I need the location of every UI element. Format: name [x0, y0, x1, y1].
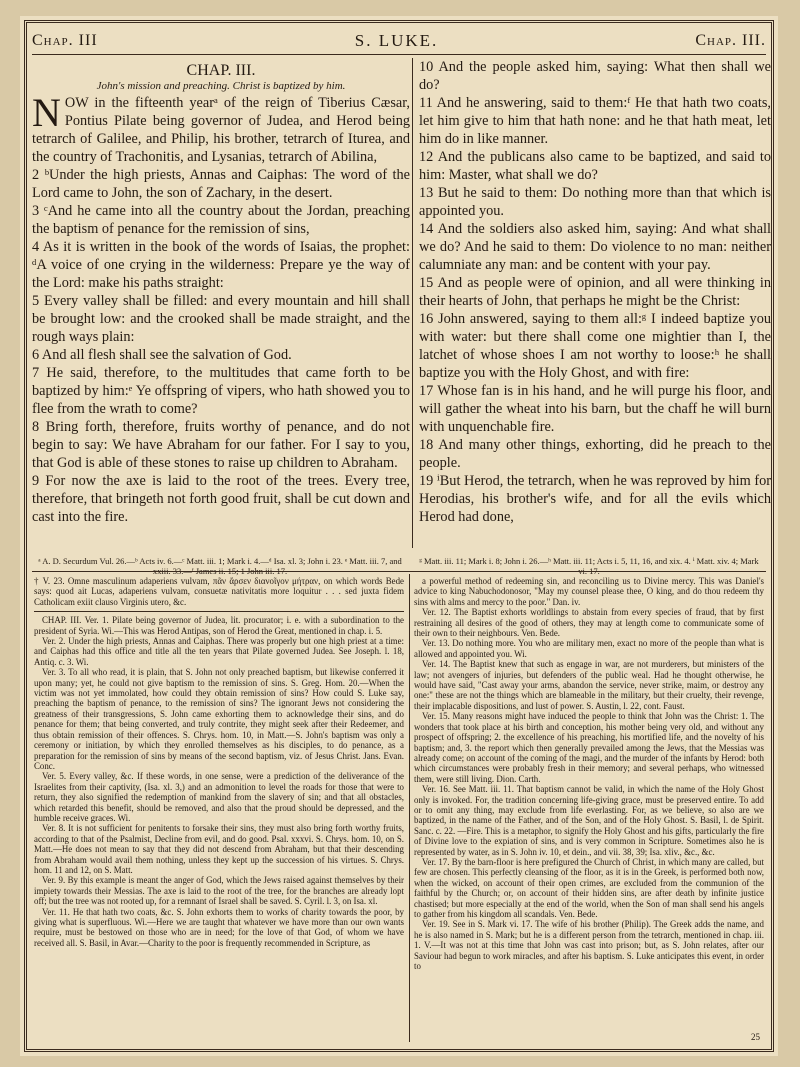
verse-18: 18 And many other things, exhorting, did he preach to the people. [419, 437, 771, 471]
note-ver-8: Ver. 8. It is not sufficient for penitents to forsake their sins, they must also bring forth worthy fruits, according to that of the Psalmist, Decline from evil, and do good. Psal. xxxvi. S. Chrys. hom. 10, on S. Matt.—He does not mean to say that they did not descend from Abraham, but that their descending from Abraham would avail them nothing, unless they kept up the succession of his virtues. S. Chrys. hom. 11 and 12, on S. Matt. [34, 823, 404, 875]
verse-19: 19 ⁱBut Herod, the tetrarch, when he was reproved by him for Herodias, his brother's wife, and for all the evils which Herod had done, [419, 473, 771, 525]
note-ver-11: Ver. 11. He that hath two coats, &c. S. John exhorts them to works of charity towards the poor, by giving what is superfluous. Wi.—Here we are taught that whatever we have more than our own wants require, must be bestowed on those who are in need; for the love of that God, of whom we have received all. S. Basil, in Avar.—Charity to the poor is frequently recommended in Scripture, as [34, 906, 404, 948]
running-header [32, 28, 766, 55]
chapter-title: CHAP. III. [186, 62, 256, 79]
header-right: Chap. III. [695, 32, 766, 49]
note-ver-1: CHAP. III. Ver. 1. Pilate being governor of Judea, lit. procurator; i. e. with a subordination to the president of Syria. Wi.—This was Herod Antipas, son of Herod the Great, mentioned in chap. i. 5. [34, 615, 404, 636]
note-ver-12: Ver. 12. The Baptist exhorts worldlings to abstain from every species of fraud, that by first restraining all desires of the good of others, they may at length come to communicate some of their own to their neighbours. Ven. Bede. [414, 607, 764, 639]
verse-13: 13 But he said to them: Do nothing more than that which is appointed you. [419, 185, 771, 219]
note-separator [34, 611, 404, 612]
verse-7: 7 He said, therefore, to the multitudes that came forth to be baptized by him:ᵉ Ye offspring of vipers, who hath showed you to flee from the wrath to come? [32, 365, 410, 417]
notes-column-divider [409, 574, 410, 1042]
verse-9: 9 For now the axe is laid to the root of the trees. Every tree, therefore, that bringeth not forth good fruit, shall be cut down and cast into the fire. [32, 473, 410, 525]
cross-references-left: ᵃ A. D. Securdum Vul. 26.—ᵇ Acts iv. 6.—ᶜ Matt. iii. 1; Mark i. 4.—ᵈ Isa. xl. 3; John i. 23. ᵉ Matt. iii. 7, and xxiii. 33.—ᶠ James ii. 15; 1 John iii. 17. [38, 556, 402, 576]
header-left: Chap. III [32, 32, 98, 49]
verse-15: 15 And as people were of opinion, and all were thinking in their hearts of John, that perhaps he might be the Christ: [419, 275, 771, 309]
commentary-left [34, 576, 404, 1042]
verse-16: 16 John answered, saying to them all:ᵍ I indeed baptize you with water: but there shall come one mightier than I, the latchet of whose shoes I am not worthy to loose:ʰ he shall baptize you with the Holy Ghost, and with fire: [419, 311, 771, 381]
note-ver-19: Ver. 19. See in S. Mark vi. 17. The wife of his brother (Philip). The Greek adds the name, and he is also named in S. Mark; but he is a different person from the tetrarch, mentioned in chap. iii. 1. V.—It was not at this time that John was cast into prison; but, as S. John relates, after our Saviour had begun to work miracles, and after his baptism. S. Luke anticipates this event, in order to [414, 919, 764, 972]
verse-2: 2 ᵇUnder the high priests, Annas and Caiphas: The word of the Lord came to John, the son of Zachary, in the desert. [32, 167, 410, 201]
note-ver-2: Ver. 2. Under the high priests, Annas and Caiphas. There was properly but one high priest at a time: and Caiphas had this office and title all the ten years that Pilate governed Judea. See Joseph. l. 18, Antiq. c. 3. Wi. [34, 636, 404, 667]
page [20, 16, 778, 1056]
note-ver-14: Ver. 14. The Baptist knew that such as engage in war, are not murderers, but ministers of the law; not avengers of injuries, but defenders of the public weal. Had he thought otherwise, he would have said, "Cast away your arms, abandon the service, never strike, maim, or destroy any one:" these are not the things which are blameable in the military, but their cruelty, their revenge, their implacable dispositions, and lust of power. S. Austin, l. 22, cont. Faust. [414, 659, 764, 711]
note-ver-13: Ver. 13. Do nothing more. You who are military men, exact no more of the people than what is allowed and appointed you. Wi. [414, 638, 764, 659]
cross-references-right: ᵍ Matt. iii. 11; Mark i. 8; John i. 26.—ʰ Matt. iii. 11; Acts i. 5, 11, 16, and xix. 4. ⁱ Matt. xiv. 4; Mark vi. 17. [419, 556, 759, 576]
verse-14: 14 And the soldiers also asked him, saying: And what shall we do? And he said to them: Do violence to no man: neither calumniate any man: and be content with your pay. [419, 221, 771, 273]
note-ver-3: Ver. 3. To all who read, it is plain, that S. John not only preached baptism, but likewise conferred it upon many; yet, he could not give baptism to the remission of sins. S. Greg. Hom. 20.—When the victim was not yet immolated, how could they obtain remission of sins? How could S. Luke say, preaching the baptism of penance, to the remission of sins? The ignorant Jews not considering the greatness of their transgressions, S. John came exhorting them to acknowledge their sins, and do penance for them; that being converted, and truly contrite, they might seek after their Redeemer, and thus obtain remission of their offences. S. Chrys. hom. 10, in Matt.—S. John's baptism was only a ceremony or initiation, by which they enrolled themselves as his disciples, to do penance, as a preparation for the remission of sins by means of the second baptism, viz. of Jesus Christ. Jans. Evan. Conc. [34, 667, 404, 771]
verse-8: 8 Bring forth, therefore, fruits worthy of penance, and do not begin to say: We have Abraham for our father. For I say to you, that God is able of these stones to raise up children to Abraham. [32, 419, 410, 471]
note-greek: † V. 23. Omne masculinum adaperiens vulvam, πᾶν ἄρσεν διανοῖγον μήτραν, on which words Bede says: quod ait Lucas, adaperiens vulvam, consuetæ nativitatis more loquitur . . . sed juxta fidem Catholicam exiit clauso Virginis utero, &c. [34, 576, 404, 607]
verse-10: 10 And the people asked him, saying: What then shall we do? [419, 59, 771, 93]
note-ver-15: Ver. 15. Many reasons might have induced the people to think that John was the Christ: 1. The wonders that took place at his birth and conception, his mother being very old, and without any prospect of offspring; 2. the excellence of his preaching, his mortified life, and the novelty of his baptism; and, 3. the report which then generally prevailed among the Jews, that the Messias was already come; on account of the coming of the magi, and the murder of the infants by Herod: both which circumstances were probably fresh in their memory; and several perhaps, who witnessed them, were still living. Dion. Carth. [414, 711, 764, 784]
page-number: 25 [751, 1031, 760, 1042]
verse-3: 3 ᶜAnd he came into all the country about the Jordan, preaching the baptism of penance for the remission of sins, [32, 203, 410, 237]
note-ver-17: Ver. 17. By the barn-floor is here prefigured the Church of Christ, in which many are called, but few are chosen. This perfectly cleansing of the floor, as it is in the Greek, is performed both now, when the wicked, on account of their open crimes, are excluded from the communion of the faithful by the Church; or, on account of their hidden sins, are after death by infinite justice chastised; but more especially at the end of the world, when the Son of man shall send his angels to gather from his kingdom all scandals. Ven. Bede. [414, 856, 764, 919]
verse-4: 4 As it is written in the book of the words of Isaias, the prophet: ᵈA voice of one crying in the wilderness: Prepare ye the way of the Lord: make his paths straight: [32, 239, 410, 291]
right-verse-column [412, 58, 771, 548]
verse-12: 12 And the publicans also came to be baptized, and said to him: Master, what shall we do? [419, 149, 771, 183]
note-ver-16: Ver. 16. See Matt. iii. 11. That baptism cannot be valid, in which the name of the Holy Ghost only is invoked. For, the tradition concerning life-giving grace, must be preserved entire. To add or to omit any thing, may exclude from life everlasting. For, as we believe, so also are we baptized, in the name of the Father, and of the Son, and of the Holy Ghost. S. Basil, l. de Spirit. Sanc. c. 22. —Fire. This is a metaphor, to signify the Holy Ghost and his gifts, particularly the fire of Divine love to the expiation of sins, and is very common in Scripture. Sometimes also he is represented by water, as in S. John iv. 10, et dein., and vii. 38, 39; Isa. xliv., &c., &c. [414, 784, 764, 857]
verse-17: 17 Whose fan is in his hand, and he will purge his floor, and will gather the wheat into his barn, but the chaff he will burn with unquenchable fire. [419, 383, 771, 435]
note-ver-5: Ver. 5. Every valley, &c. If these words, in one sense, were a prediction of the deliverance of the Israelites from their captivity, (Isa. xl. 3,) and an admonition to level the roads for those that were to return, they also signified the redemption of mankind from the slavery of sin; and that all obstacles, which retarded this benefit, should be removed, and also that the proud should be depressed, and the humble receive graces. Wi. [34, 771, 404, 823]
note-cont: a powerful method of redeeming sin, and reconciling us to Divine mercy. This was Daniel's advice to king Nabuchodonosor, "May my counsel please thee, O king, and do thou redeem thy sins with alms and mercy to the poor." Dan. iv. [414, 576, 764, 607]
verse-1: NOW in the fifteenth yearᵃ of the reign of Tiberius Cæsar, Pontius Pilate being governor of Judea, and Herod being tetrarch of Galilee, and Philip, his brother, tetrarch of Iturea, and the country of Trachonitis, and Lysanias, tetrarch of Abilina, [32, 90, 410, 165]
chapter-summary: John's mission and preaching. Christ is baptized by him. [96, 80, 346, 92]
commentary-right [414, 576, 764, 1042]
left-verse-column [32, 58, 410, 548]
header-center: S. LUKE. [354, 31, 439, 50]
notes-divider [32, 571, 766, 572]
verse-11: 11 And he answering, said to them:ᶠ He that hath two coats, let him give to him that hath none: and he that hath meat, let him do in like manner. [419, 95, 771, 147]
verse-5: 5 Every valley shall be filled: and every mountain and hill shall be brought low: and the crooked shall be made straight, and the rough ways plain: [32, 293, 410, 345]
verse-6: 6 And all flesh shall see the salvation of God. [32, 347, 292, 363]
note-ver-9: Ver. 9. By this example is meant the anger of God, which the Jews raised against themselves by their impiety towards their Messias. The axe is laid to the root of the tree, for the branches are already lopt off; but the tree was not rooted up, for a remnant of Israel shall be saved. S. Cyril. l. 3, on Isa. xl. [34, 875, 404, 907]
